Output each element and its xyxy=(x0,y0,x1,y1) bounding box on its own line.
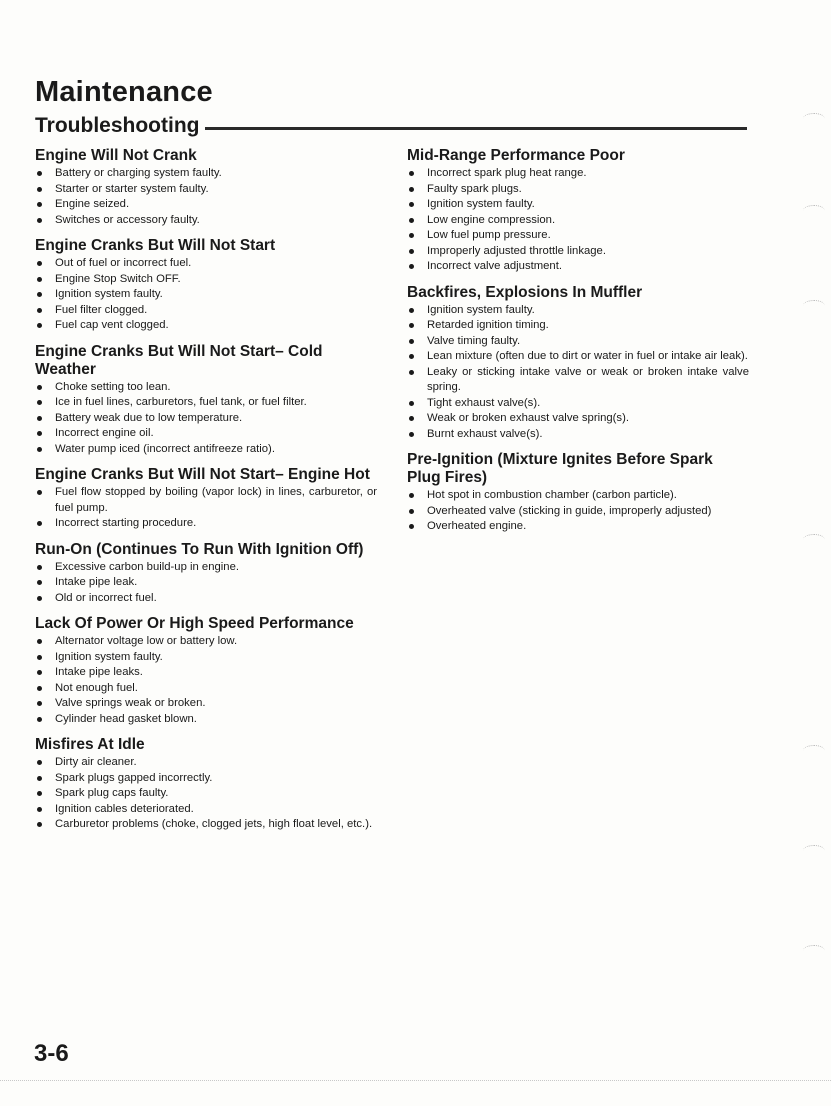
list-item: Spark plugs gapped incorrectly. xyxy=(35,771,377,787)
list-item: Ignition system faulty. xyxy=(35,650,377,666)
item-list xyxy=(407,166,749,275)
list-item: Carburetor problems (choke, clogged jets, high float level, etc.). xyxy=(35,817,377,833)
troubleshooting-group xyxy=(35,615,377,727)
item-list xyxy=(35,380,377,458)
page-number: 3-6 xyxy=(34,1040,69,1067)
list-item: Faulty spark plugs. xyxy=(407,182,749,198)
list-item: Intake pipe leak. xyxy=(35,575,377,591)
item-list xyxy=(35,755,377,833)
list-item: Engine Stop Switch OFF. xyxy=(35,272,377,288)
edge-mark xyxy=(803,534,825,545)
list-item: Low engine compression. xyxy=(407,213,749,229)
list-item: Overheated valve (sticking in guide, improperly adjusted) xyxy=(407,504,749,520)
item-list xyxy=(35,166,377,228)
list-item: Valve timing faulty. xyxy=(407,334,749,350)
list-item: Old or incorrect fuel. xyxy=(35,591,377,607)
list-item: Burnt exhaust valve(s). xyxy=(407,427,749,443)
list-item: Low fuel pump pressure. xyxy=(407,228,749,244)
header-rule xyxy=(205,127,747,130)
troubleshooting-group xyxy=(35,541,377,607)
list-item: Fuel filter clogged. xyxy=(35,303,377,319)
list-item: Incorrect spark plug heat range. xyxy=(407,166,749,182)
group-title: Backfires, Explosions In Muffler xyxy=(407,283,643,301)
group-title: Mid-Range Performance Poor xyxy=(407,147,625,164)
troubleshooting-group xyxy=(407,147,749,275)
group-title: Lack Of Power Or High Speed Performance xyxy=(35,615,354,632)
troubleshooting-group xyxy=(35,147,377,228)
edge-mark xyxy=(803,113,825,124)
item-list xyxy=(35,560,377,607)
edge-mark xyxy=(803,745,825,756)
item-list xyxy=(35,485,377,532)
list-item: Engine seized. xyxy=(35,197,377,213)
list-item: Ice in fuel lines, carburetors, fuel tank, or fuel filter. xyxy=(35,395,377,411)
list-item: Excessive carbon build-up in engine. xyxy=(35,560,377,576)
right-column xyxy=(407,147,749,544)
list-item: Incorrect valve adjustment. xyxy=(407,259,749,275)
list-item: Weak or broken exhaust valve spring(s). xyxy=(407,411,749,427)
list-item: Out of fuel or incorrect fuel. xyxy=(35,256,377,272)
list-item: Intake pipe leaks. xyxy=(35,665,377,681)
troubleshooting-group xyxy=(407,451,749,535)
group-title: Engine Cranks But Will Not Start– Cold Weather xyxy=(35,342,323,378)
troubleshooting-group xyxy=(407,284,749,443)
group-title: Pre-Ignition (Mixture Ignites Before Spark Plug Fires) xyxy=(407,451,713,486)
group-title: Engine Will Not Crank xyxy=(35,147,197,164)
group-title: Engine Cranks But Will Not Start xyxy=(35,237,276,254)
list-item: Starter or starter system faulty. xyxy=(35,182,377,198)
list-item: Not enough fuel. xyxy=(35,681,377,697)
list-item: Battery weak due to low temperature. xyxy=(35,411,377,427)
section-title: Troubleshooting xyxy=(35,114,200,137)
list-item: Overheated engine. xyxy=(407,519,749,535)
section-header xyxy=(35,114,747,138)
list-item: Ignition system faulty. xyxy=(407,197,749,213)
list-item: Ignition cables deteriorated. xyxy=(35,802,377,818)
item-list xyxy=(35,634,377,727)
list-item: Dirty air cleaner. xyxy=(35,755,377,771)
list-item: Ignition system faulty. xyxy=(35,287,377,303)
list-item: Fuel flow stopped by boiling (vapor lock) in lines, carburetor, or fuel pump. xyxy=(35,485,377,516)
list-item: Battery or charging system faulty. xyxy=(35,166,377,182)
list-item: Tight exhaust valve(s). xyxy=(407,396,749,412)
list-item: Improperly adjusted throttle linkage. xyxy=(407,244,749,260)
troubleshooting-group xyxy=(35,736,377,833)
list-item: Switches or accessory faulty. xyxy=(35,213,377,229)
list-item: Alternator voltage low or battery low. xyxy=(35,634,377,650)
item-list xyxy=(407,303,749,443)
list-item: Fuel cap vent clogged. xyxy=(35,318,377,334)
group-title: Engine Cranks But Will Not Start– Engine Hot xyxy=(35,466,370,483)
list-item: Leaky or sticking intake valve or weak or broken intake valve spring. xyxy=(407,365,749,396)
group-title: Misfires At Idle xyxy=(35,736,145,753)
list-item: Lean mixture (often due to dirt or water in fuel or intake air leak). xyxy=(407,349,749,365)
bottom-rule xyxy=(0,1080,831,1081)
troubleshooting-group xyxy=(35,237,377,334)
edge-mark xyxy=(803,845,825,856)
list-item: Water pump iced (incorrect antifreeze ratio). xyxy=(35,442,377,458)
page-title: Maintenance xyxy=(35,76,213,108)
list-item: Hot spot in combustion chamber (carbon particle). xyxy=(407,488,749,504)
list-item: Incorrect engine oil. xyxy=(35,426,377,442)
troubleshooting-group xyxy=(35,343,377,458)
left-column xyxy=(35,147,377,842)
group-title: Run-On (Continues To Run With Ignition Off) xyxy=(35,540,364,558)
item-list xyxy=(35,256,377,334)
troubleshooting-group xyxy=(35,466,377,532)
list-item: Incorrect starting procedure. xyxy=(35,516,377,532)
list-item: Spark plug caps faulty. xyxy=(35,786,377,802)
list-item: Choke setting too lean. xyxy=(35,380,377,396)
edge-mark xyxy=(803,945,825,956)
list-item: Cylinder head gasket blown. xyxy=(35,712,377,728)
list-item: Ignition system faulty. xyxy=(407,303,749,319)
item-list xyxy=(407,488,749,535)
edge-mark xyxy=(803,205,825,216)
list-item: Retarded ignition timing. xyxy=(407,318,749,334)
list-item: Valve springs weak or broken. xyxy=(35,696,377,712)
edge-mark xyxy=(803,300,825,311)
